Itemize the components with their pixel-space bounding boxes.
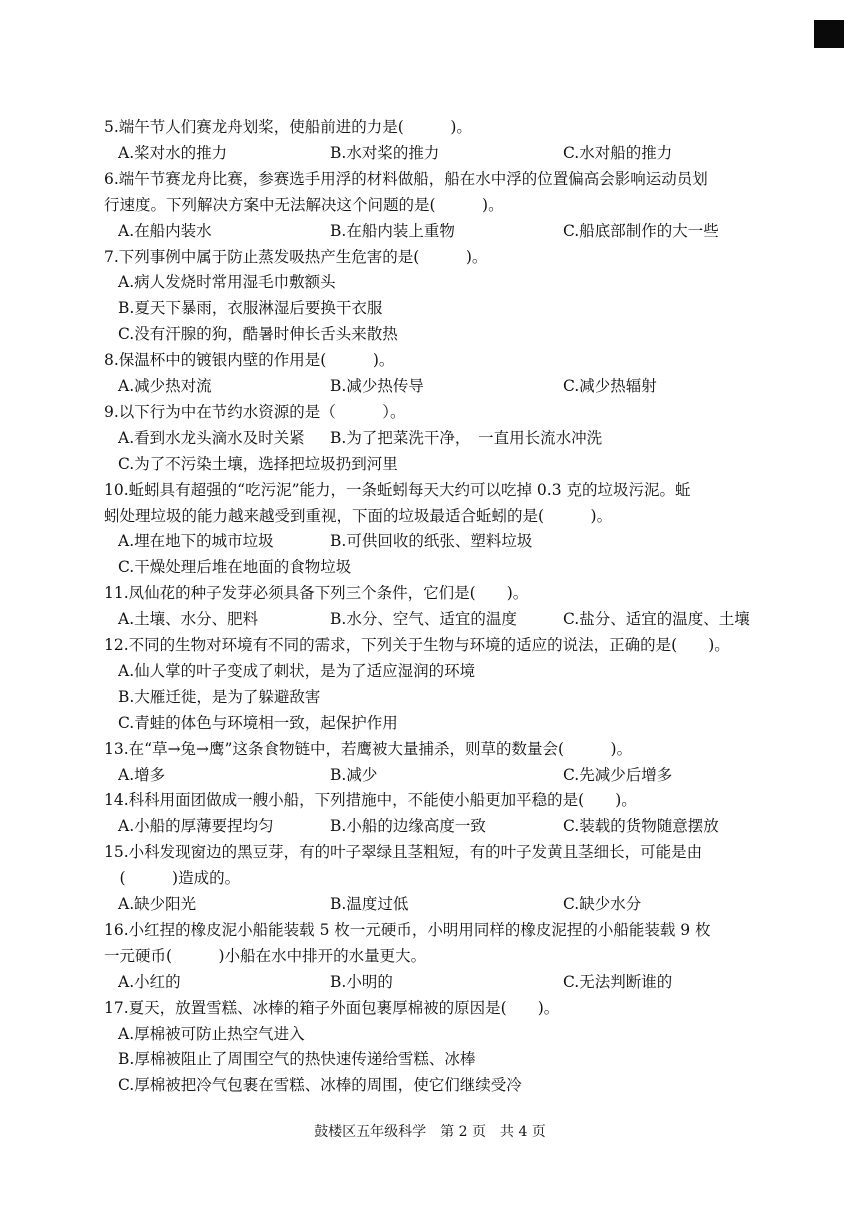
answer-option: A.减少热对流 [118,377,212,395]
answer-option: C.水对船的推力 [563,143,673,162]
answer-option: B.减少热传导 [330,377,424,395]
answer-option: B.水分、空气、适宜的温度 [330,610,517,629]
answer-option: B.水对桨的推力 [330,143,440,162]
question-stem: 10.蚯蚓具有超强的“吃污泥”能力，一条蚯蚓每天大约可以吃掉 0.3 克的垃圾污泥。蚯 [104,480,691,499]
question-stem: 13.在“草→兔→鹰”这条食物链中，若鹰被大量捕杀，则草的数量会( )。 [104,739,633,758]
answer-option: C.盐分、适宜的温度、土壤 [563,610,750,629]
answer-option: C.无法判断谁的 [563,972,673,991]
question-stem: 6.端午节赛龙舟比赛，参赛选手用浮的材料做船，船在水中浮的位置偏高会影响运动员划 [104,169,708,188]
answer-option: A.厚棉被可防止热空气进入 [118,1024,305,1043]
registration-mark [814,20,844,48]
answer-option: A.埋在地下的城市垃圾 [118,532,274,551]
answer-option: B.夏天下暴雨，衣服淋湿后要换干衣服 [118,299,383,318]
answer-option: B.小船的边缘高度一致 [330,817,486,836]
answer-option: C.装载的货物随意摆放 [563,817,719,836]
answer-option: A.桨对水的推力 [118,143,228,162]
answer-option: A.小红的 [118,972,181,991]
answer-option: C.为了不污染土壤，选择把垃圾扔到河里 [118,454,398,473]
answer-option: A.小船的厚薄要捏均匀 [118,817,274,836]
answer-option: C.没有汗腺的狗，酷暑时伸长舌头来散热 [118,325,398,344]
answer-option: A.仙人掌的叶子变成了刺状，是为了适应湿润的环境 [118,661,476,680]
answer-option: C.先减少后增多 [563,765,673,784]
answer-option: B.在船内装上重物 [330,221,455,240]
question-stem-continued: ( )造成的。 [104,869,241,888]
question-stem: 15.小科发现窗边的黑豆芽，有的叶子翠绿且茎粗短，有的叶子发黄且茎细长，可能是由 [104,843,703,862]
answer-option: C.减少热辐射 [563,377,657,395]
question-stem: 16.小红捏的橡皮泥小船能装载 5 枚一元硬币，小明用同样的橡皮泥捏的小船能装载 9 枚 [104,920,711,939]
question-stem: 14.科科用面团做成一艘小船，下列措施中，不能使小船更加平稳的是( )。 [104,791,637,810]
answer-option: B.大雁迁徙，是为了躲避敌害 [118,687,321,706]
answer-option: C.青蛙的体色与环境相一致，起保护作用 [118,713,398,732]
question-stem-continued: 一元硬币( )小船在水中排开的水量更大。 [104,946,427,965]
answer-option: A.看到水龙头滴水及时关紧 [118,428,305,447]
question-stem: 9.以下行为中在节约水资源的是（ ）。 [104,402,406,421]
page-footer: 鼓楼区五年级科学 第 2 页 共 4 页 [314,1124,546,1140]
question-stem: 17.夏天，放置雪糕、冰棒的箱子外面包裹厚棉被的原因是( )。 [104,998,560,1017]
question-stem: 8.保温杯中的镀银内壁的作用是( )。 [104,351,395,370]
question-stem: 5.端午节人们赛龙舟划桨，使船前进的力是( )。 [104,118,472,136]
question-stem: 12.不同的生物对环境有不同的需求，下列关于生物与环境的适应的说法，正确的是( )。 [104,636,730,654]
question-stem: 11.凤仙花的种子发芽必须具备下列三个条件，它们是( )。 [104,584,529,603]
answer-option: B.可供回收的纸张、塑料垃圾 [330,532,533,551]
answer-option: B.温度过低 [330,895,409,913]
answer-option: A.缺少阳光 [118,895,197,913]
answer-option: A.土壤、水分、肥料 [118,610,259,629]
answer-option: C.厚棉被把冷气包裹在雪糕、冰棒的周围，使它们继续受冷 [118,1076,522,1095]
answer-option: C.缺少水分 [563,895,642,913]
answer-option: B.厚棉被阻止了周围空气的热快速传递给雪糕、冰棒 [118,1050,476,1069]
answer-option: C.干燥处理后堆在地面的食物垃圾 [118,558,352,577]
answer-option: B.为了把菜洗干净， 一直用长流水冲洗 [330,428,603,447]
question-stem-continued: 行速度。下列解决方案中无法解决这个问题的是( )。 [104,195,504,214]
question-stem-continued: 蚓处理垃圾的能力越来越受到重视，下面的垃圾最适合蚯蚓的是( )。 [104,506,613,525]
answer-option: C.船底部制作的大一些 [563,221,719,240]
answer-option: A.在船内装水 [118,221,212,240]
answer-option: A.增多 [118,765,166,784]
answer-option: B.减少 [330,765,378,784]
question-stem: 7.下列事例中属于防止蒸发吸热产生危害的是( )。 [104,247,488,266]
answer-option: A.病人发烧时常用湿毛巾敷额头 [118,273,336,292]
answer-option: B.小明的 [330,972,393,991]
